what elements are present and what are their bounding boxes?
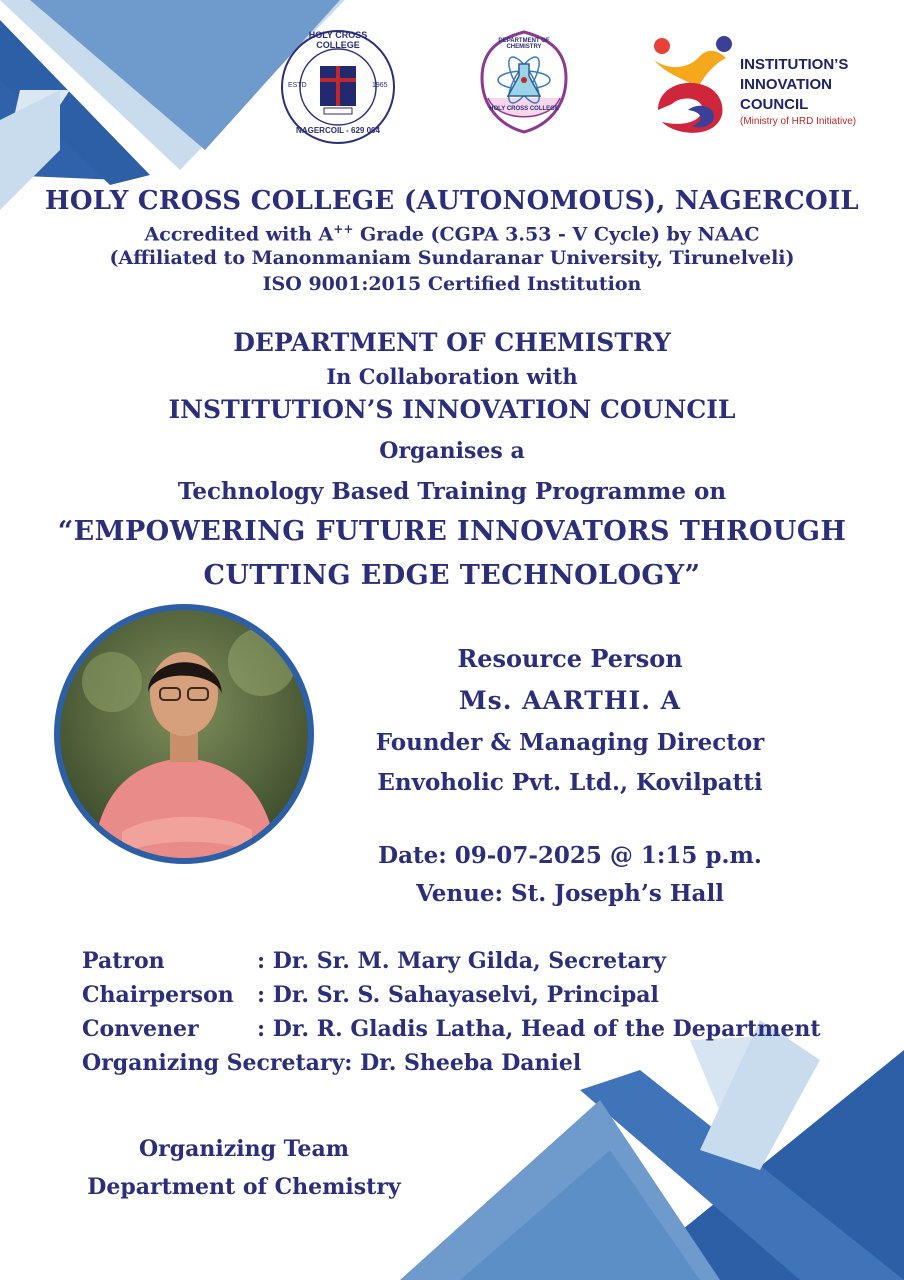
resource-person-organization: Envoholic Pvt. Ltd., Kovilpatti bbox=[377, 769, 763, 796]
collaboration-text: In Collaboration with bbox=[326, 364, 578, 389]
accreditation-pre: Accredited with A bbox=[144, 223, 334, 246]
committee-label: Chairperson bbox=[82, 982, 234, 1008]
resource-person-heading: Resource Person bbox=[457, 644, 683, 673]
resource-person-photo bbox=[52, 602, 316, 866]
programme-type: Technology Based Training Programme on bbox=[177, 478, 727, 505]
college-seal-estd: ESTD bbox=[288, 82, 307, 89]
college-seal-text: HOLY CROSS COLLEGE bbox=[308, 30, 368, 50]
accreditation bbox=[0, 222, 904, 245]
iic-logo-subtitle: (Ministry of HRD Initiative) bbox=[740, 116, 857, 127]
chemistry-seal-title: DEPARTMENT OF CHEMISTRY bbox=[498, 38, 550, 50]
partner-name: INSTITUTION’S INNOVATION COUNCIL bbox=[168, 395, 736, 424]
committee-row-organizing-secretary bbox=[82, 1050, 581, 1076]
resource-person-role: Founder & Managing Director bbox=[375, 729, 765, 756]
committee-row-chairperson bbox=[82, 982, 659, 1008]
committee-row-patron bbox=[82, 948, 666, 974]
iic-logo bbox=[648, 36, 738, 136]
committee-value: : Dr. Sheeba Daniel bbox=[344, 1050, 582, 1076]
event-title-line2: CUTTING EDGE TECHNOLOGY” bbox=[203, 560, 701, 591]
organizing-team-heading: Organizing Team bbox=[138, 1136, 349, 1162]
iic-logo-line2: INNOVATION bbox=[740, 76, 832, 93]
college-name: HOLY CROSS COLLEGE (AUTONOMOUS), NAGERCOIL bbox=[44, 186, 860, 216]
accreditation-post: Grade (CGPA 3.53 - V Cycle) by NAAC bbox=[353, 223, 760, 246]
committee-label: Patron bbox=[82, 948, 165, 974]
accreditation-grade-sup: ++ bbox=[333, 222, 354, 236]
event-venue: Venue: St. Joseph’s Hall bbox=[416, 880, 724, 907]
event-title-line1: “EMPOWERING FUTURE INNOVATORS THROUGH bbox=[57, 516, 847, 547]
affiliation: (Affiliated to Manonmaniam Sundaranar University, Tirunelveli) bbox=[109, 247, 795, 269]
iic-logo-line3: COUNCIL bbox=[740, 96, 809, 113]
department-name: DEPARTMENT OF CHEMISTRY bbox=[233, 328, 671, 357]
college-seal-year: 1965 bbox=[372, 82, 388, 89]
chemistry-seal-college: HOLY CROSS COLLEGE bbox=[489, 106, 559, 112]
committee-value: : Dr. R. Gladis Latha, Head of the Department bbox=[257, 1016, 821, 1042]
iic-logo-text bbox=[740, 55, 848, 115]
iso-certification: ISO 9001:2015 Certified Institution bbox=[262, 273, 642, 295]
iic-logo-line1: INSTITUTION’S bbox=[740, 56, 849, 73]
college-seal-place: NAGERCOIL - 629 004 bbox=[296, 126, 380, 135]
committee-row-convener bbox=[82, 1016, 821, 1042]
committee-value: : Dr. Sr. M. Mary Gilda, Secretary bbox=[257, 948, 666, 974]
committee-value: : Dr. Sr. S. Sahayaselvi, Principal bbox=[257, 982, 659, 1008]
event-date: Date: 09-07-2025 @ 1:15 p.m. bbox=[378, 842, 762, 869]
committee-label: Convener bbox=[82, 1016, 199, 1042]
organizing-team-department: Department of Chemistry bbox=[87, 1174, 401, 1200]
resource-person-name: Ms. AARTHI. A bbox=[458, 686, 681, 715]
organises-text: Organises a bbox=[379, 438, 525, 464]
committee-label: Organizing Secretary bbox=[82, 1050, 345, 1076]
